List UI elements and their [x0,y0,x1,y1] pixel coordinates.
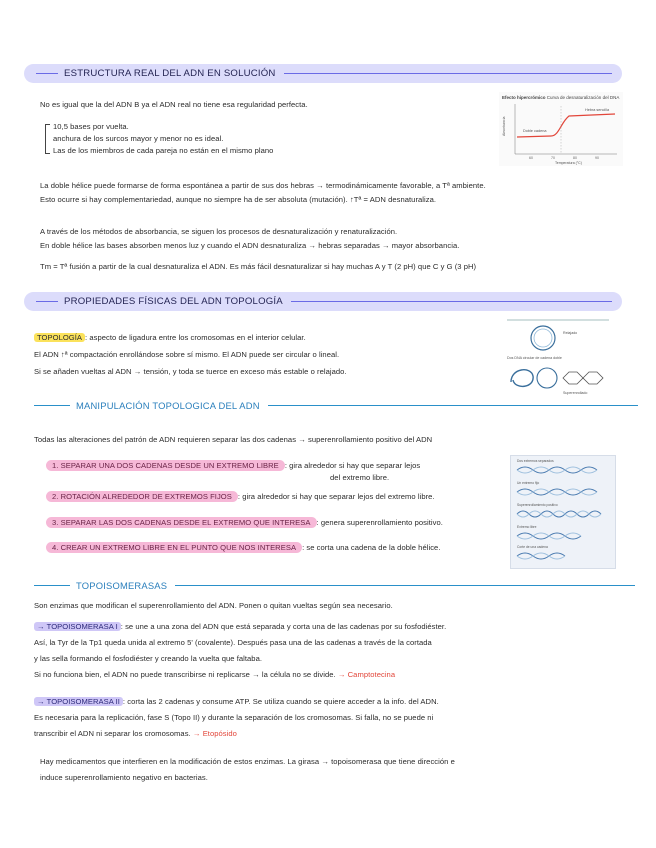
text-line: Tm = Tª fusión a partir de la cual desnaturaliza el ADN. Es más fácil desnaturalizar si hay muchas A y T (2 pH) que C y G (3 pH) [40,262,477,271]
text-line [34,622,446,632]
svg-text:Efecto hipercrómico Curva de d [502,95,619,100]
curve-label-low: Doble cadena [523,129,547,133]
subsection-header [34,580,635,591]
text-line [34,729,237,739]
header-rule [268,405,638,406]
text-line [34,697,439,707]
drug-name: → Camptotecina [337,670,396,679]
tick-label: 60 [529,156,533,160]
bullet: Las de los miembros de cada pareja no están en el mismo plano [53,146,274,155]
melting-curve-figure [499,92,623,166]
text-line: y las sella formando el fosfodiéster y creando la vuelta que faltaba. [34,654,263,663]
figure-label: Corte de una cadena [517,545,548,549]
text-line: Así, la Tyr de la Tp1 queda unida al extremo 5' (covalente). Después pasa una de las cadenas a través de la cortada [34,638,432,647]
text-span: transcribir el ADN ni separar los cromosomas. [34,729,191,738]
subsection-title: MANIPULACIÓN TOPOLOGICA DEL ADN [76,400,260,411]
text-line: Si se añaden vueltas al ADN → tensión, y toda se tuerce en exceso más estable o relajado. [34,367,347,376]
text-line: Son enzimas que modifican el superenrollamiento del ADN. Ponen o quitan vueltas según sea necesario. [34,601,393,610]
text-span: Si no funciona bien, el ADN no puede transcribirse ni replicarse → la célula no se divide. [34,670,336,679]
header-dash [34,405,70,406]
header-dash [36,301,58,302]
list-item [46,461,420,471]
term-highlight: → TOPOISOMERASA I [34,622,121,631]
brace [45,124,50,154]
item-note: : gira alrededor si hay que separar lejos del extremo libre. [237,492,435,501]
term-highlight: TOPOLOGÍA [34,333,85,342]
definition: : se une a una zona del ADN que está separada y corta una de las cadenas por su fosfodiéster. [120,622,447,631]
figure-label: Extremo libre [517,525,537,529]
text-line: Es necesaria para la replicación, fase S (Topo II) y durante la separación de los cromosomas. Si falla, no se puede ni [34,713,434,722]
item-highlight: 3. SEPARAR LAS DOS CADENAS DESDE EL EXTREMO QUE INTERESA [46,517,317,528]
text-line [34,333,306,343]
header-dash [36,73,58,74]
figure-label: Relajado [563,331,578,335]
figure-label: Superenrollado [563,391,588,395]
bullet: anchura de los surcos mayor y menor no es ideal. [53,134,224,143]
text-line [34,670,395,680]
item-highlight: 2. ROTACIÓN ALREDEDOR DE EXTREMOS FIJOS [46,491,238,502]
item-note: : genera superenrollamiento positivo. [316,518,443,527]
figure-subtitle: Curva de desnaturalización del DNA [546,95,620,100]
topology-figure [499,316,619,396]
header-dash [34,585,70,586]
x-axis-label: Temperatura (°C) [555,161,582,165]
list-item [46,492,435,502]
text-line: En doble hélice las bases absorben menos luz y cuando el ADN desnaturaliza → hebras separadas → mayor absorbancia. [40,241,460,250]
item-note: : se corta una cadena de la doble hélice. [302,543,441,552]
text-line: La doble hélice puede formarse de forma espontánea a partir de sus dos hebras → termodinámicamente favorable, a Tª ambiente. [40,181,486,190]
curve-label-high: Hebra sencilla [585,108,610,112]
figure-label: Un extremo fijo [517,481,540,485]
y-axis-label: Absorbancia [502,116,506,136]
text-line: Todas las alteraciones del patrón de ADN requieren separar las dos cadenas → superenrollamiento positivo del ADN [34,435,433,444]
item-highlight: 1. SEPARAR UNA DOS CADENAS DESDE UN EXTREMO LIBRE [46,460,285,471]
item-note-cont: del extremo libre. [330,473,390,482]
bullet: 10,5 bases por vuelta. [53,122,129,131]
section-header [24,292,622,311]
figure-caption: Dos DNA circular de cadena doble [507,356,562,360]
tick-label: 90 [595,156,599,160]
item-highlight: 4. CREAR UN EXTREMO LIBRE EN EL PUNTO QUE NOS INTERESA [46,542,302,553]
header-rule [284,73,612,74]
term-highlight: → TOPOISOMERASA II [34,697,123,706]
list-item [46,518,443,528]
text-line: induce superenrollamiento negativo en bacterias. [40,773,208,782]
section-title: PROPIEDADES FÍSICAS DEL ADN TOPOLOGÍA [64,296,283,307]
supercoiling-figure [510,455,616,569]
text-line: A través de los métodos de absorbancia, se siguen los procesos de desnaturalización y renaturalización. [40,227,398,236]
item-note: : gira alrededor si hay que separar lejos [284,461,421,470]
list-item [46,543,440,553]
subsection-title: TOPOISOMERASAS [76,580,168,591]
text-line: Esto ocurre si hay complementariedad, aunque no siempre ha de ser absoluta (mutación). ↑Tª = ADN desnaturaliza. [40,195,437,204]
section-header [24,64,622,83]
tick-label: 80 [573,156,577,160]
definition: : corta las 2 cadenas y consume ATP. Se utiliza cuando se quiere acceder a la info. del ADN. [122,697,439,706]
definition: : aspecto de ligadura entre los cromosomas en el interior celular. [85,333,306,342]
text-line: Hay medicamentos que interfieren en la modificación de estos enzimas. La girasa → topoisomerasa que tiene dirección e [40,757,455,766]
figure-label: Superenrollamiento positivo [517,503,558,507]
subsection-header [34,400,638,411]
header-rule [291,301,612,302]
text-line: No es igual que la del ADN B ya el ADN real no tiene esa regularidad perfecta. [40,100,308,109]
tick-label: 70 [551,156,555,160]
text-line: El ADN ↑ª compactación enrollándose sobre sí mismo. El ADN puede ser circular o lineal. [34,350,340,359]
figure-label: Dos extremos separados [517,459,554,463]
section-title: ESTRUCTURA REAL DEL ADN EN SOLUCIÓN [64,68,276,79]
drug-name: → Etopósido [192,729,237,738]
figure-title: Efecto hipercrómico [502,95,546,100]
header-rule [175,585,635,586]
